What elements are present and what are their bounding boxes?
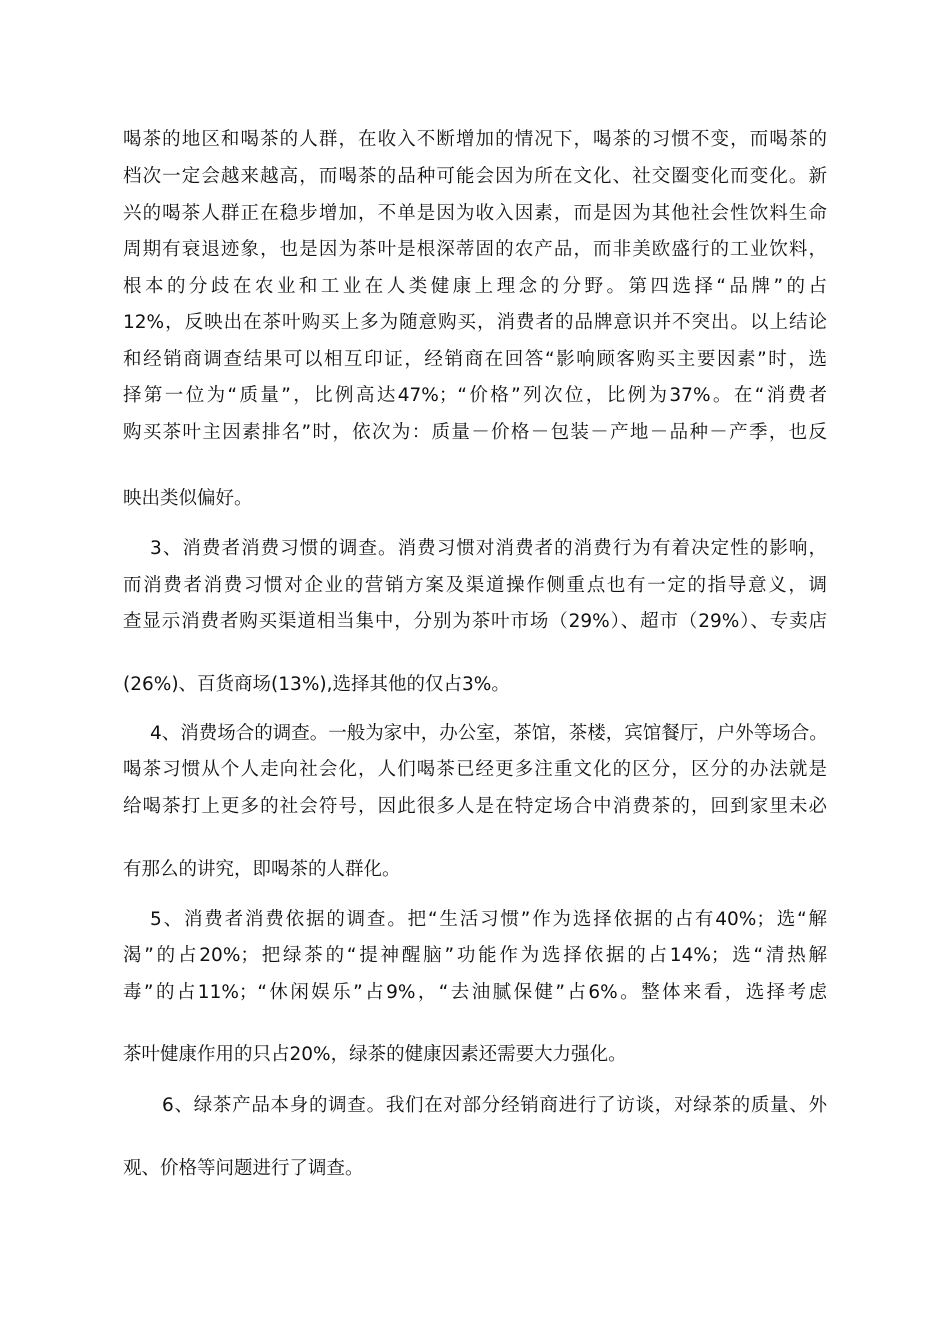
text-line: 茶叶健康作用的只占20%，绿茶的健康因素还需要大力强化。 <box>123 1044 627 1065</box>
text-line: 5、消费者消费依据的调查。把“生活习惯”作为选择依据的占有40%；选“解 <box>150 909 827 930</box>
text-line: 和经销商调查结果可以相互印证，经销商在回答“影响顾客购买主要因素”时，选 <box>123 349 827 370</box>
text-line: 3、消费者消费习惯的调查。消费习惯对消费者的消费行为有着决定性的影响， <box>150 538 827 559</box>
text-line: 喝茶习惯从个人走向社会化，人们喝茶已经更多注重文化的区分，区分的办法就是 <box>123 759 827 780</box>
text-line: 4、消费场合的调查。一般为家中，办公室，茶馆，茶楼，宾馆餐厅，户外等场合。 <box>150 723 828 744</box>
text-line: 兴的喝茶人群正在稳步增加，不单是因为收入因素，而是因为其他社会性饮料生命 <box>123 203 827 224</box>
text-line: (26%)、百货商场(13%),选择其他的仅占3%。 <box>123 674 510 695</box>
text-line: 喝茶的地区和喝茶的人群，在收入不断增加的情况下，喝茶的习惯不变，而喝茶的 <box>123 129 827 150</box>
text-line: 而消费者消费习惯对企业的营销方案及渠道操作侧重点也有一定的指导意义，调 <box>123 575 827 596</box>
text-line: 6、绿茶产品本身的调查。我们在对部分经销商进行了访谈，对绿茶的质量、外 <box>162 1095 827 1116</box>
text-line: 渴”的占20%；把绿茶的“提神醒脑”功能作为选择依据的占14%；选“清热解 <box>123 945 827 966</box>
text-line: 有那么的讲究，即喝茶的人群化。 <box>123 859 401 880</box>
text-line: 购买茶叶主因素排名”时，依次为：质量－价格－包装－产地－品种－产季，也反 <box>123 422 827 443</box>
text-line: 周期有衰退迹象，也是因为茶叶是根深蒂固的农产品，而非美欧盛行的工业饮料， <box>123 239 827 260</box>
text-line: 根本的分歧在农业和工业在人类健康上理念的分野。第四选择“品牌”的占 <box>123 276 827 297</box>
text-line: 观、价格等问题进行了调查。 <box>123 1158 364 1179</box>
text-line: 档次一定会越来越高，而喝茶的品种可能会因为所在文化、社交圈变化而变化。新 <box>123 166 827 187</box>
text-line: 查显示消费者购买渠道相当集中，分别为茶叶市场（29%）、超市（29%）、专卖店 <box>123 611 827 632</box>
text-line: 12%，反映出在茶叶购买上多为随意购买，消费者的品牌意识并不突出。以上结论 <box>123 312 827 333</box>
text-line: 毒”的占11%；“休闲娱乐”占9%，“去油腻保健”占6%。整体来看，选择考虑 <box>123 982 827 1003</box>
text-line: 择第一位为“质量”，比例高达47%；“价格”列次位，比例为37%。在“消费者 <box>123 385 827 406</box>
text-line: 映出类似偏好。 <box>123 488 253 509</box>
text-line: 给喝茶打上更多的社会符号，因此很多人是在特定场合中消费茶的，回到家里未必 <box>123 796 827 817</box>
